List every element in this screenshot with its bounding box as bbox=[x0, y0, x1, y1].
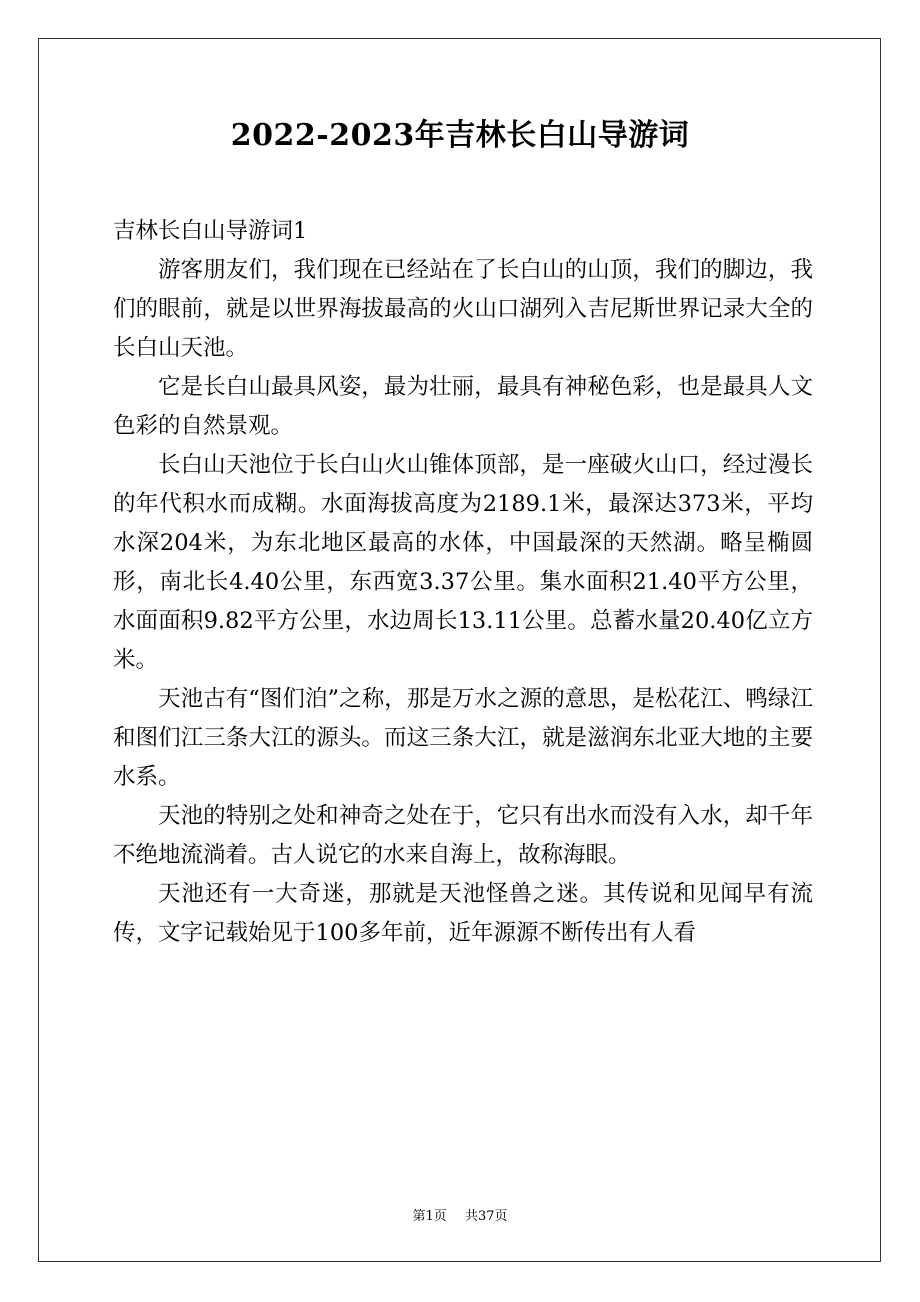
paragraph-3: 长白山天池位于长白山火山锥体顶部，是一座破火山口，经过漫长的年代积水而成糊。水面海拔高度为2189.1米，最深达373米，平均水深204米，为东北地区最高的水体，中国最深的天然湖。略呈椭圆形，南北长4.40公里，东西宽3.37公里。集水面积21.40平方公里，水面面积9.82平方公里，水边周长13.11公里。总蓄水量20.40亿立方米。 bbox=[113, 452, 813, 673]
paragraph-6: 天池还有一大奇迷，那就是天池怪兽之迷。其传说和见闻早有流传，文字记载始见于100多年前，近年源源不断传出有人看 bbox=[113, 881, 813, 946]
page-total: 共37页 bbox=[464, 1209, 508, 1224]
paragraph-4: 天池古有“图们泊”之称，那是万水之源的意思，是松花江、鸭绿江和图们江三条大江的源头。而这三条大江，就是滋润东北亚大地的主要水系。 bbox=[113, 686, 813, 790]
paragraph-1: 游客朋友们，我们现在已经站在了长白山的山顶，我们的脚边，我们的眼前，就是以世界海拔最高的火山口湖列入吉尼斯世界记录大全的长白山天池。 bbox=[113, 257, 813, 361]
document-title: 2022-2023年吉林长白山导游词 bbox=[230, 118, 690, 153]
page-number: 第1页 bbox=[412, 1209, 447, 1224]
page-footer bbox=[0, 1208, 920, 1226]
document-body bbox=[113, 212, 813, 953]
paragraph-5: 天池的特别之处和神奇之处在于，它只有出水而没有入水，却千年不绝地流淌着。古人说它的水来自海上，故称海眼。 bbox=[113, 803, 813, 868]
paragraph-2: 它是长白山最具风姿，最为壮丽，最具有神秘色彩，也是最具人文色彩的自然景观。 bbox=[113, 374, 813, 439]
section-heading: 吉林长白山导游词1 bbox=[113, 218, 308, 244]
